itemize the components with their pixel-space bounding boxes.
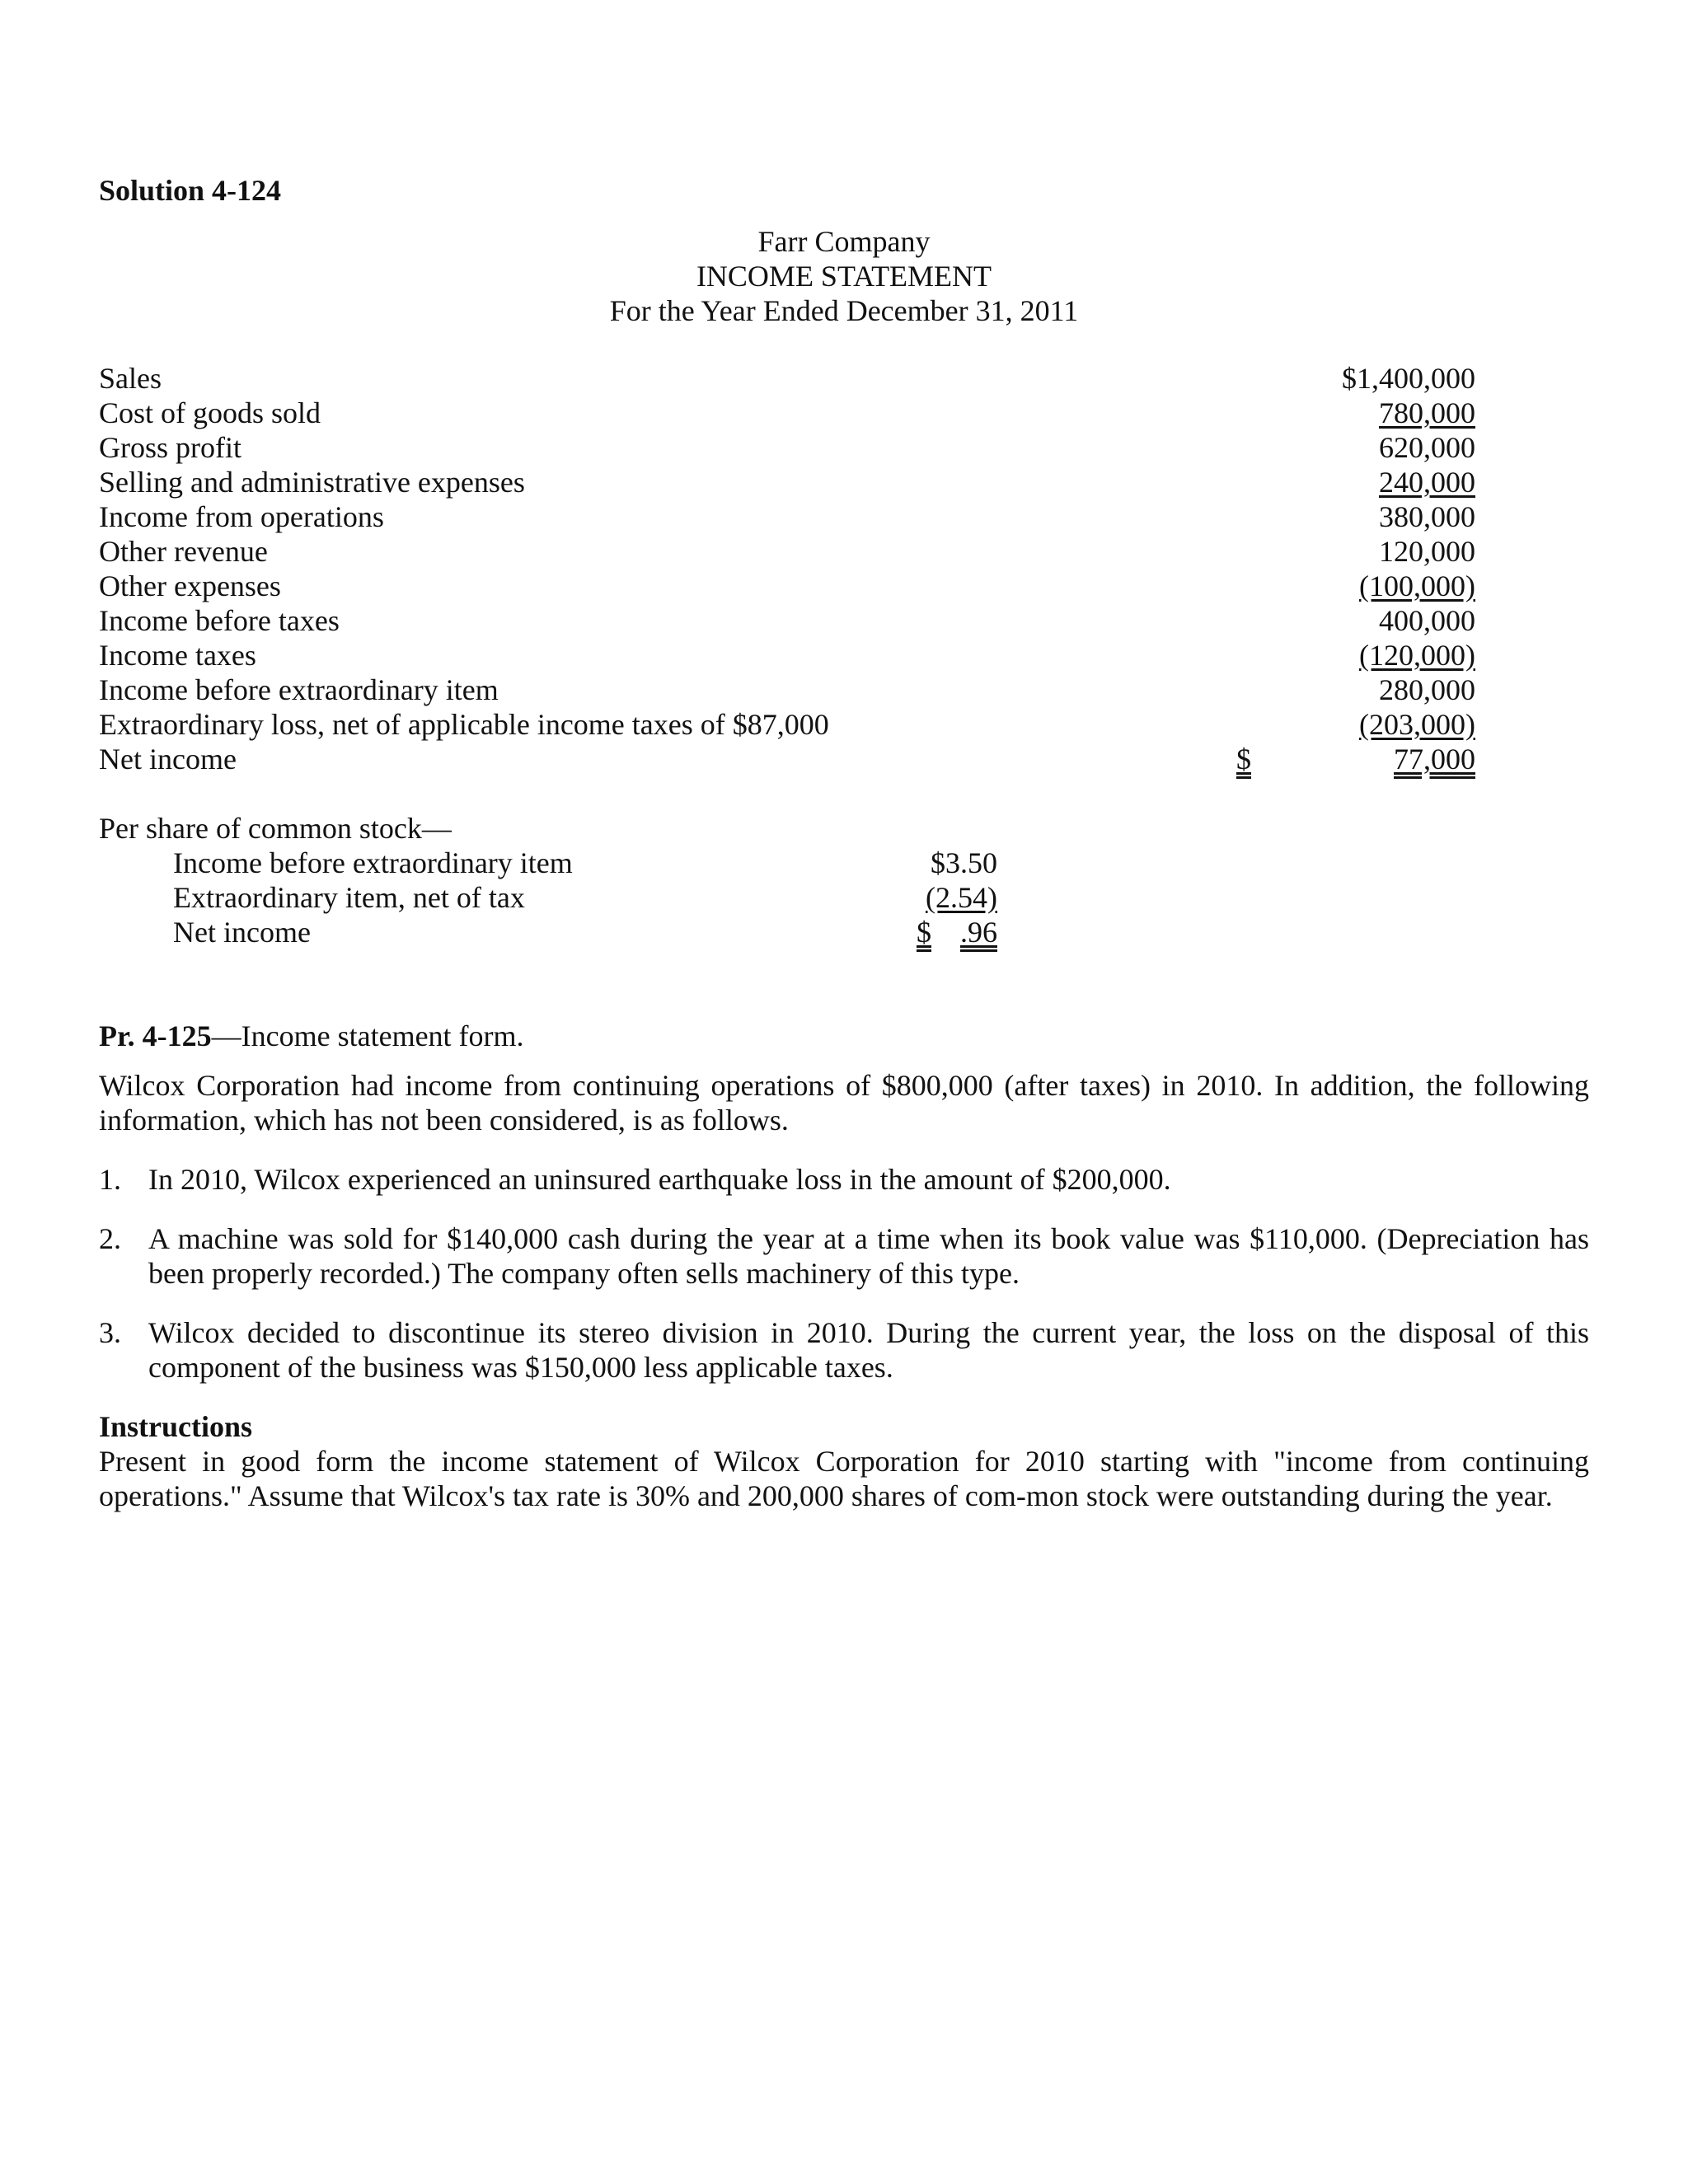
statement-header: [99, 224, 1589, 328]
statement-row: [99, 396, 1589, 430]
row-amount: $1,400,000: [1342, 362, 1475, 395]
row-label: Gross profit: [99, 431, 241, 464]
instructions-title: Instructions: [99, 1410, 253, 1443]
solution-title: Solution 4-124: [99, 174, 282, 207]
statement-row: [99, 361, 1589, 396]
row-label: Sales: [99, 362, 162, 395]
row-label: Other expenses: [99, 569, 281, 602]
row-label: Other revenue: [99, 535, 268, 568]
company-name: Farr Company: [757, 225, 931, 258]
statement-row: [99, 534, 1589, 569]
per-share-title: Per share of common stock—: [99, 812, 452, 845]
per-share-amount: $3.50: [931, 846, 997, 879]
row-label: Cost of goods sold: [99, 396, 321, 429]
per-share-row: [99, 915, 1589, 949]
per-share-row: [99, 846, 1589, 880]
row-amount: 120,000: [1379, 535, 1475, 568]
row-amount: (100,000): [1359, 569, 1475, 602]
row-label: Net income: [99, 743, 237, 776]
income-statement: [99, 361, 1589, 776]
document-page: [99, 0, 1589, 2184]
statement-row: [99, 499, 1589, 534]
statement-title: INCOME STATEMENT: [696, 260, 992, 293]
list-text: A machine was sold for $140,000 cash during the year at a time when its book value was $110,000. (Depreciation has been properly recorded.) The company often sells machinery of this type.: [148, 1222, 1589, 1290]
list-item: [99, 1315, 1589, 1385]
row-label: Income before extraordinary item: [99, 673, 499, 706]
row-label: Selling and administrative expenses: [99, 466, 525, 499]
statement-row: [99, 569, 1589, 603]
statement-row: [99, 465, 1589, 499]
row-amount: 620,000: [1379, 431, 1475, 464]
list-number: 2.: [99, 1222, 121, 1255]
row-label: Income taxes: [99, 639, 256, 672]
per-share-amount: (2.54): [926, 881, 997, 914]
row-amount: 280,000: [1379, 673, 1475, 706]
statement-row: [99, 430, 1589, 465]
row-amount: 380,000: [1379, 500, 1475, 533]
row-amount: 780,000: [1379, 396, 1475, 429]
statement-row: [99, 603, 1589, 638]
statement-row: [99, 707, 1589, 742]
problem-heading: [99, 1019, 1589, 1053]
problem-section: [99, 1019, 1589, 1513]
per-share-label: Extraordinary item, net of tax: [173, 881, 525, 914]
per-share-label: Income before extraordinary item: [173, 846, 573, 879]
problem-number: Pr. 4-125: [99, 1019, 212, 1052]
list-item: [99, 1221, 1589, 1291]
statement-row: [99, 673, 1589, 707]
problem-intro: Wilcox Corporation had income from continuing operations of $800,000 (after taxes) in 2010. In addition, the following information, which has not been considered, is as follows.: [99, 1069, 1589, 1137]
row-amount: (120,000): [1359, 639, 1475, 672]
list-number: 3.: [99, 1316, 121, 1349]
row-amount: 240,000: [1379, 466, 1475, 499]
row-amount: (203,000): [1359, 708, 1475, 741]
statement-row-net-income: [99, 742, 1589, 776]
per-share-row: [99, 880, 1589, 915]
per-share-amount: .96: [960, 916, 997, 949]
instructions-text: Present in good form the income statement of Wilcox Corporation for 2010 starting with "income from continuing operations." Assume that Wilcox's tax rate is 30% and 200,000 shares of com-mon stock were outstanding during the year.: [99, 1445, 1589, 1512]
currency-symbol: $: [1236, 743, 1251, 776]
row-amount: 400,000: [1379, 604, 1475, 637]
per-share-section: [99, 811, 1589, 949]
list-text: In 2010, Wilcox experienced an uninsured earthquake loss in the amount of $200,000.: [148, 1163, 1171, 1196]
row-label: Income from operations: [99, 500, 384, 533]
list-item: [99, 1162, 1589, 1197]
row-label: Income before taxes: [99, 604, 340, 637]
per-share-title-row: [99, 811, 1589, 846]
problem-title: —Income statement form.: [211, 1019, 524, 1052]
list-number: 1.: [99, 1163, 121, 1196]
row-amount: 77,000: [1394, 743, 1475, 776]
currency-symbol: $: [917, 916, 931, 949]
list-text: Wilcox decided to discontinue its stereo division in 2010. During the current year, the loss on the disposal of this component of the business was $150,000 less applicable taxes.: [148, 1316, 1589, 1384]
row-label: Extraordinary loss, net of applicable income taxes of $87,000: [99, 708, 829, 741]
statement-period: For the Year Ended December 31, 2011: [609, 294, 1079, 327]
per-share-label: Net income: [173, 916, 311, 949]
statement-row: [99, 638, 1589, 673]
